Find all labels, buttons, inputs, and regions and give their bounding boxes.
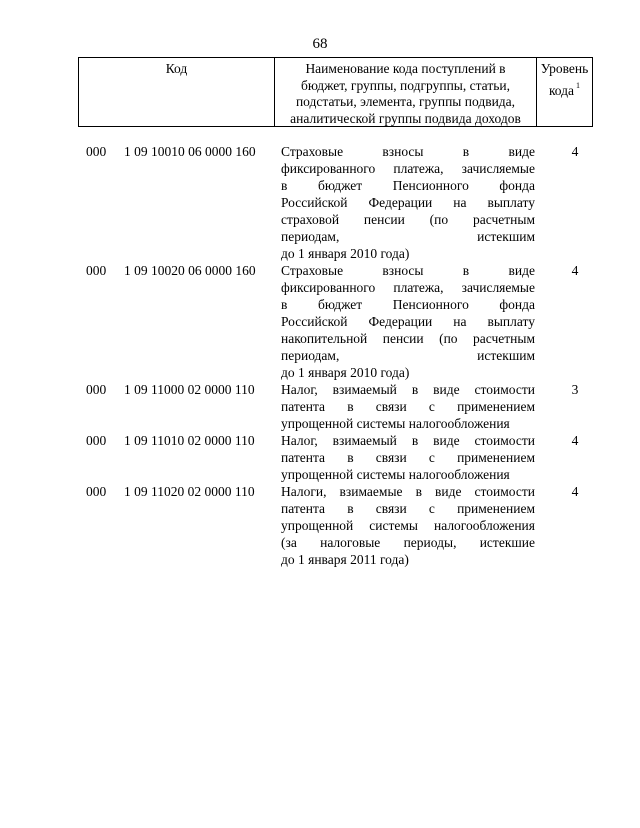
revenue-code: 1 09 11010 02 0000 110 [124,433,255,448]
admin-code: 000 [86,433,107,448]
revenue-name-line: Российской Федерации на выплату [281,314,535,329]
header-name-line: Наименование кода поступлений в [305,61,506,76]
header-level [537,58,592,126]
revenue-name-line: Страховые взносы в виде [281,263,535,278]
code-level: 4 [571,484,579,499]
footnote-marker: 1 [576,80,581,90]
revenue-code: 1 09 10020 06 0000 160 [124,263,256,278]
revenue-name [281,143,535,262]
revenue-name-line: Страховые взносы в виде [281,144,535,159]
revenue-name-line: упрощенной системы налогообложения [281,416,510,431]
revenue-name-line: патента в связи с применением [281,450,535,465]
revenue-name-line: упрощенной системы налогообложения [281,467,510,482]
header-code: Код [79,58,275,126]
revenue-name-line: патента в связи с применением [281,501,535,516]
code-level: 3 [571,382,579,397]
header-name-line: подстатьи, элемента, группы подвида, [295,94,516,109]
admin-code: 000 [86,484,107,499]
header-name-line: аналитической группы подвида доходов [290,110,521,126]
revenue-name-line: до 1 января 2011 года) [281,552,409,567]
header-name-line: бюджет, группы, подгруппы, статьи, [301,77,510,93]
revenue-name [281,483,535,568]
revenue-name-line: (за налоговые периоды, истекшие [281,535,535,550]
table-row [0,432,640,483]
admin-code: 000 [86,144,107,159]
revenue-name-line: периодам, истекшим [281,348,535,363]
revenue-name-line: страховой пенсии (по расчетным [281,212,535,227]
revenue-code: 1 09 11000 02 0000 110 [124,382,255,397]
revenue-name-line: патента в связи с применением [281,399,535,414]
revenue-name-line: упрощенной системы налогообложения [281,518,535,533]
table-row [0,381,640,432]
revenue-name-line: до 1 января 2010 года) [281,365,410,380]
revenue-name [281,432,535,483]
header-level-line: Уровень [540,61,589,76]
revenue-name-line: фиксированного платежа, зачисляемые [281,161,535,176]
revenue-name-line: фиксированного платежа, зачисляемые [281,280,535,295]
table-row [0,483,640,568]
revenue-name-line: в бюджет Пенсионного фонда [281,178,535,193]
revenue-name-line: Налог, взимаемый в виде стоимости [281,382,535,397]
table-row [0,262,640,381]
revenue-name-line: Налоги, взимаемые в виде стоимости [281,484,535,499]
revenue-name-line: периодам, истекшим [281,229,535,244]
revenue-name-line: Налог, взимаемый в виде стоимости [281,433,535,448]
revenue-name [281,381,535,432]
page-number: 68 [312,36,328,52]
code-level: 4 [571,263,579,278]
revenue-name-line: в бюджет Пенсионного фонда [281,297,535,312]
admin-code: 000 [86,382,107,397]
code-level: 4 [571,144,579,159]
revenue-name-line: накопительной пенсии (по расчетным [281,331,535,346]
revenue-name-line: Российской Федерации на выплату [281,195,535,210]
header-name [275,58,537,126]
table-header [78,57,593,127]
revenue-name [281,262,535,381]
admin-code: 000 [86,263,107,278]
revenue-code: 1 09 10010 06 0000 160 [124,144,256,159]
table-row [0,143,640,262]
code-level: 4 [571,433,579,448]
revenue-name-line: до 1 января 2010 года) [281,246,410,261]
header-level-line: кода $^1$ [548,80,581,98]
revenue-code: 1 09 11020 02 0000 110 [124,484,255,499]
